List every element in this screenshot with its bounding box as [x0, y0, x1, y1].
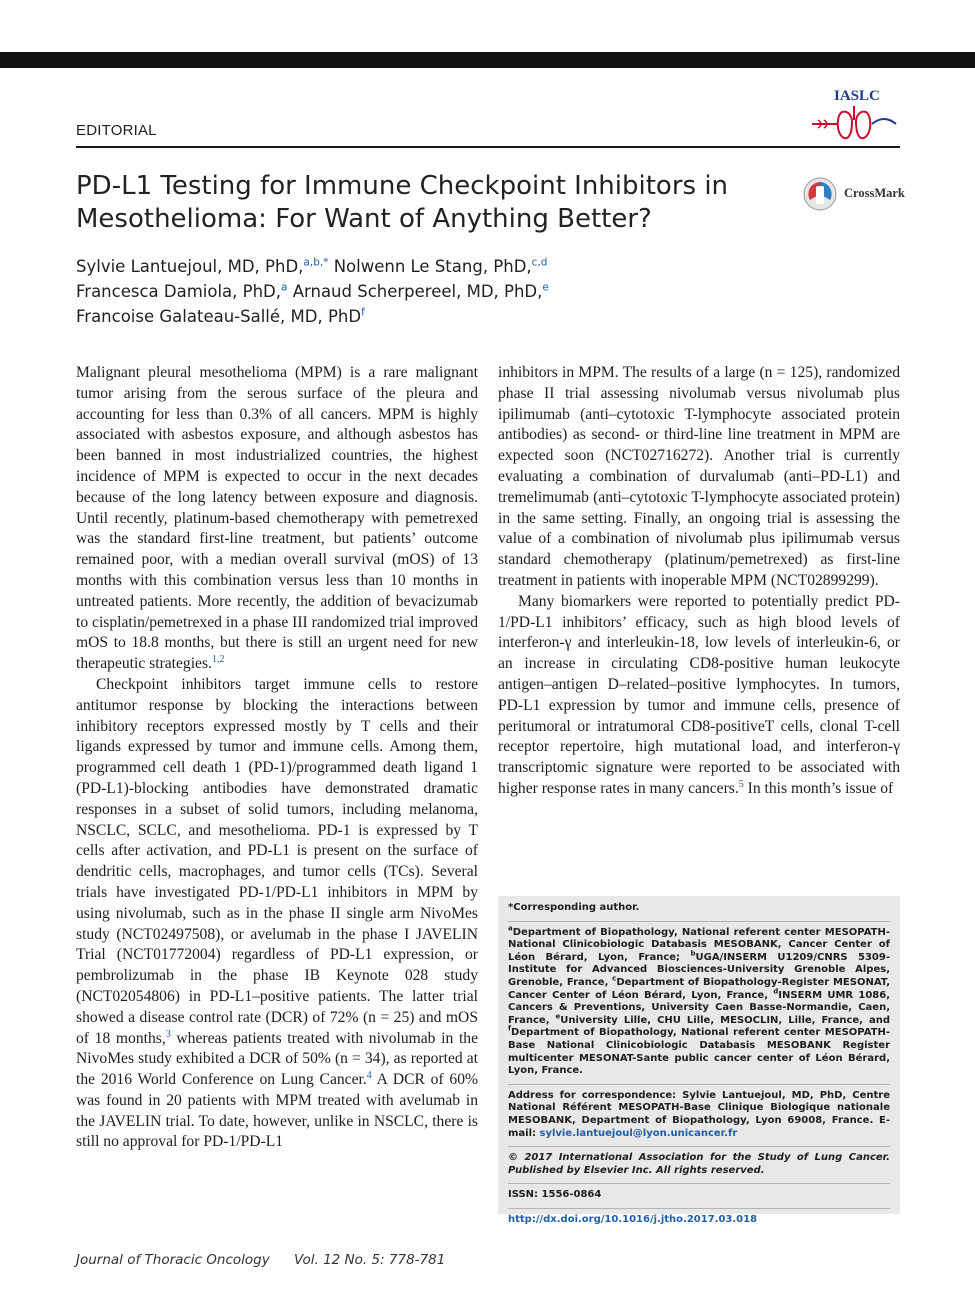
crossmark-label: CrossMark	[844, 186, 905, 200]
affiliation-text: Department of Biopathology-Register MESONAT, Cancer Center of Léon Bérard, Lyon, France,	[508, 976, 890, 1001]
paragraph-text: Checkpoint inhibitors target immune cells to restore antitumor response by blocking the interactions between inhibitory receptors expressed mostly by T cells and their ligands expressed by tumor and immune cells. Among them, programmed cell death 1 (PD-1)/programmed death ligand 1 (PD-L1)-blocking antibodies have demonstrated dramatic responses in a subset of solid tumors, including melanoma, NSCLC, SCLC, and mesothelioma. PD-1 is expressed by T cells after activation, and PD-L1 is present on the surface of dendritic cells, macrophages, and tumor cells (TCs). Several trials have investigated PD-1/PD-L1 inhibitors in MPM by using nivolumab, such as in the phase II single arm NivoMes study (NCT02497508), or avelumab in the phase I JAVELIN Trial (NCT01772004) regardless of PD-L1 expression, or pembrolizumab in the phase IB Keynote 028 study (NCT02054806) in PD-L1–positive patients. The latter trial showed a disease control rate (DCR) of 72% (n = 25) and mOS of 18 months,	[76, 675, 478, 1047]
paragraph-text: In this month’s issue of	[743, 779, 894, 797]
crossmark-badge[interactable]	[802, 176, 905, 212]
corresponding-note: *Corresponding author.	[508, 902, 640, 913]
address-note	[508, 1090, 890, 1140]
iaslc-logo-icon	[808, 104, 900, 144]
footnote-box	[498, 896, 900, 1225]
affiliation-text: UGA/INSERM U1209/CNRS 5309-Institute for Advanced Biosciences-University Grenoble Alpes, Grenoble, France,	[508, 951, 890, 988]
author-affiliation[interactable]: a	[281, 281, 288, 294]
body-paragraph	[76, 675, 478, 1153]
body-column-right	[498, 363, 900, 800]
iaslc-logo	[808, 88, 900, 144]
author-affiliation[interactable]: e	[542, 281, 549, 294]
top-bar	[0, 52, 975, 68]
note-divider	[508, 921, 890, 922]
email-link[interactable]: sylvie.lantuejoul@lyon.unicancer.fr	[539, 1127, 738, 1139]
body-paragraph	[76, 363, 478, 675]
note-divider	[508, 1146, 890, 1147]
reference-link[interactable]: 3	[165, 1028, 171, 1040]
affiliation-marker: b	[690, 949, 696, 958]
author-name: Nolwenn Le Stang, PhD,	[333, 257, 532, 276]
doi-link[interactable]: http://dx.doi.org/10.1016/j.jtho.2017.03.018	[508, 1213, 758, 1225]
author-affiliation[interactable]: a,b,*	[303, 256, 329, 269]
note-divider	[508, 1183, 890, 1184]
paragraph-text: whereas patients treated with nivolumab in the NivoMes study exhibited a DCR of 50% (n = 34), as reported at the 2016 World Conference on Lung Cancer.	[76, 1029, 478, 1089]
reference-link[interactable]: 4	[366, 1069, 372, 1081]
address-text: Address for correspondence: Sylvie Lantuejoul, MD, PhD, Centre National Référent MESOPATH-Base Clinique Biologique nationale MESOBANK, Department of Biopathology, Lyon 69008, France. E-mail:	[508, 1089, 890, 1139]
affiliation-text: Department of Biopathology, National referent center MESOPATH-Base National Clinicobiologic Databasis MESOBANK Register multicenter MESONAT-Sante public cancer center of Léon Bérard, Lyon, France.	[508, 1027, 890, 1077]
header-rule	[76, 146, 900, 148]
crossmark-icon	[802, 176, 838, 212]
affiliation-text: University Lille, CHU Lille, MESOCLIN, Lille, France, and	[560, 1014, 890, 1026]
affiliation-text: INSERM UMR 1086, Cancers & Preventions, University Caen Basse-Normandie, Caen, France,	[508, 989, 891, 1026]
paragraph-text: Many biomarkers were reported to potentially predict PD-1/PD-L1 inhibitors’ efficacy, such as high blood levels of interferon-γ and interleukin-18, low levels of interleukin-6, or an increase in circulating CD8-positive human leukocyte antigen–antigen D–related–positive lymphocytes. In tumors, PD-L1 expression by tumor and immune cells, presence of peritumoral or intratumoral CD8-positiveT cells, clonal T-cell receptor repertoire, high mutational load, and interferon-γ transcriptomic signature were reported to be associated with higher response rates in many cancers.	[498, 592, 900, 797]
author-affiliation[interactable]: f	[361, 306, 365, 319]
author-name: Arnaud Scherpereel, MD, PhD,	[292, 282, 543, 301]
author-list	[76, 254, 696, 329]
affiliations-note	[508, 924, 891, 1078]
affiliation-marker: f	[508, 1025, 512, 1034]
body-paragraph	[498, 592, 900, 800]
author-name: Francoise Galateau-Sallé, MD, PhD	[76, 307, 362, 326]
affiliation-marker: d	[773, 987, 779, 996]
journal-name: Journal of Thoracic Oncology	[76, 1252, 270, 1268]
iaslc-logo-text: IASLC	[834, 88, 880, 104]
journal-volume: Vol. 12 No. 5: 778-781	[294, 1252, 446, 1268]
section-label: EDITORIAL	[76, 122, 157, 139]
affiliation-marker: c	[612, 974, 617, 983]
affiliation-text: Department of Biopathology, National referent center MESOPATH-National Clinicobiologic Databasis MESOBANK, Cancer Center of Léon Bérard, Lyon, France;	[508, 926, 890, 963]
affiliation-marker: a	[508, 924, 513, 933]
note-divider	[508, 1084, 890, 1085]
reference-link[interactable]: 1,2	[211, 653, 225, 665]
body-column-left	[76, 363, 478, 1153]
affiliation-marker: e	[555, 1012, 561, 1021]
body-paragraph: inhibitors in MPM. The results of a large (n = 125), randomized phase II trial assessing nivolumab versus nivolumab plus ipilimumab (anti–cytotoxic T-lymphocyte associated protein antibodies) as second- or third-line line treatment in MPM are expected soon (NCT02716272). Another trial is currently evaluating a combination of durvalumab (anti–PD-L1) and tremelimumab (anti–cytotoxic T-lymphocyte associated protein) in the same setting. Finally, an ongoing trial is assessing the value of a combination of nivolumab plus ipilimumab versus standard chemotherapy (platinum/pemetrexed) as first-line treatment in patients with inoperable MPM (NCT02899299).	[498, 364, 900, 589]
note-divider	[508, 1208, 890, 1209]
copyright-note: © 2017 International Association for the Study of Lung Cancer. Published by Elsevier Inc. All rights reserved.	[508, 1152, 890, 1176]
author-name: Sylvie Lantuejoul, MD, PhD,	[76, 257, 304, 276]
author-name: Francesca Damiola, PhD,	[76, 282, 282, 301]
article-title: PD-L1 Testing for Immune Checkpoint Inhibitors in Mesothelioma: For Want of Anything Better?	[76, 171, 729, 234]
paragraph-text: A DCR of 60% was found in 20 patients with MPM treated with avelumab in the JAVELIN trial. To date, however, unlike in NSCLC, there is still no approval for PD-1/PD-L1	[76, 1071, 478, 1151]
paragraph-text: Malignant pleural mesothelioma (MPM) is a rare malignant tumor arising from the serous surface of the pleura and accounting for less than 0.3% of all cancers. MPM is highly associated with asbestos exposure, and although asbestos has been banned in most industrialized countries, the highest incidence of MPM is expected to occur in the next decades because of the long latency between exposure and diagnosis. Until recently, platinum-based chemotherapy with pemetrexed was the standard first-line treatment, but patients’ outcome remained poor, with a median overall survival (mOS) of 13 months with this combination versus less than 10 months in untreated patients. More recently, the addition of bevacizumab to cisplatin/pemetrexed in a phase III randomized trial improved mOS to 18.8 months, but there is still an urgent need for new therapeutic strategies.	[76, 364, 478, 673]
page-footer	[76, 1252, 465, 1268]
reference-link[interactable]: 5	[738, 778, 744, 790]
issn-note: ISSN: 1556-0864	[508, 1189, 602, 1201]
author-affiliation[interactable]: c,d	[531, 256, 548, 269]
